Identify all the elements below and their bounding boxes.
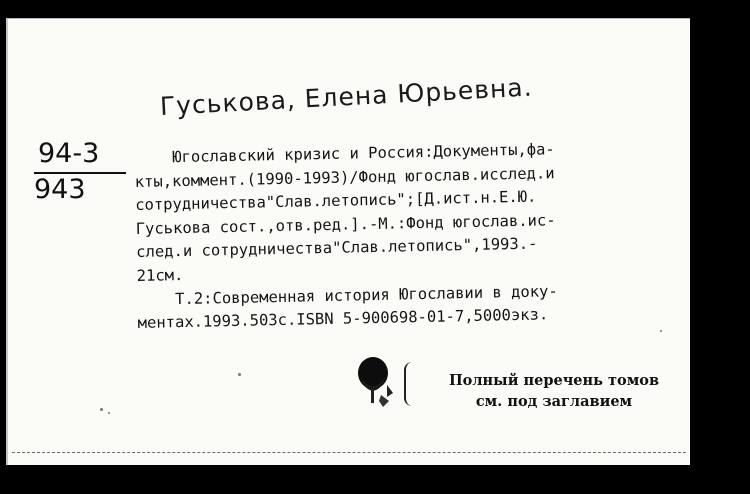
shelfmark bbox=[34, 140, 126, 203]
ink-stamp-icon bbox=[353, 355, 397, 411]
bibliographic-description bbox=[134, 136, 683, 336]
scan-speck bbox=[660, 330, 662, 332]
description-line: Югославский кризис и Россия:Документы,фа- bbox=[172, 140, 555, 167]
scan-speck bbox=[100, 408, 103, 411]
volume-line: Т.2:Современная история Югославии в доку- bbox=[174, 281, 558, 308]
shelfmark-top: 94-3 bbox=[38, 138, 100, 169]
note-line: см. под заглавием bbox=[475, 393, 633, 410]
note-bracket bbox=[404, 362, 414, 406]
note-line: Полный перечень томов bbox=[448, 372, 660, 389]
cross-reference-note bbox=[420, 370, 688, 412]
author-heading: Гуськова, Елена Юрьевна. bbox=[159, 72, 534, 121]
card-bottom-rule bbox=[12, 452, 686, 453]
description-line: кты,коммент.(1990-1993)/Фонд югослав.исслед.и bbox=[134, 163, 555, 191]
description-line: сотрудничества"Слав.летопись";[Д.ист.н.Е.Ю. bbox=[135, 187, 537, 215]
scan-speck bbox=[108, 412, 110, 414]
volume-line: ментах.1993.503с.ISBN 5-900698-01-7,5000экз. bbox=[137, 305, 549, 333]
scan-speck bbox=[238, 373, 241, 376]
shelfmark-bottom: 943 bbox=[34, 174, 86, 205]
description-line: Гуськова сост.,отв.ред.].-М.:Фонд югослав.ис- bbox=[135, 210, 556, 238]
description-line: след.и сотрудничества"Слав.летопись",1993.- bbox=[136, 234, 538, 262]
description-line: 21см. bbox=[136, 265, 184, 285]
